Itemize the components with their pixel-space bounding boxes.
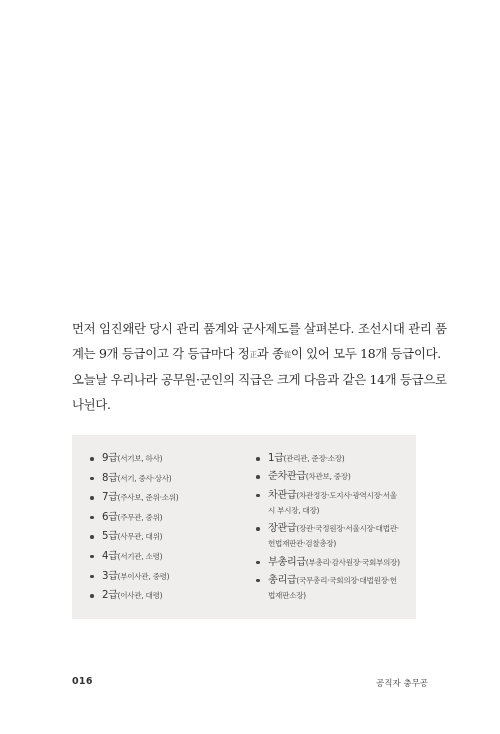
- grade-name: 9급: [102, 453, 118, 464]
- grade-item: [254, 555, 406, 570]
- grade-name: 총리급: [268, 574, 297, 586]
- grade-name: 4급: [102, 550, 118, 562]
- grade-list-box: [72, 435, 416, 619]
- grade-description: (부총리·감사원장·국회부의장): [305, 557, 400, 567]
- grade-item: [88, 490, 238, 505]
- bullet-icon: [256, 494, 260, 498]
- intro-line-2-e: 이 있어 모두 18개 등급이다.: [290, 346, 441, 361]
- grade-list-right: [254, 451, 406, 606]
- grade-name: 7급: [102, 492, 118, 504]
- grade-item: [254, 488, 406, 518]
- intro-paragraph: [72, 316, 447, 417]
- grade-item: [88, 588, 238, 603]
- bullet-icon: [90, 516, 94, 520]
- bullet-icon: [90, 555, 94, 559]
- grade-description: (관리관, 준장·소장): [283, 454, 345, 463]
- grade-name: 차관급: [268, 489, 297, 501]
- bullet-icon: [256, 475, 260, 479]
- page-number: 016: [72, 676, 93, 687]
- grade-item: [88, 471, 238, 486]
- bullet-icon: [256, 579, 260, 583]
- grade-item: [88, 510, 238, 525]
- bullet-icon: [90, 457, 94, 461]
- grade-description: (국무총리·국회의장·대법원장·헌: [296, 575, 397, 585]
- grade-description: (주무관, 중위): [117, 512, 163, 522]
- grade-item: [254, 573, 406, 603]
- grade-item: [254, 469, 406, 484]
- intro-line-3: 오늘날 우리나라 공무원·군인의 직급은 크게 다음과 같은 14개 등급으로: [72, 372, 447, 387]
- grade-description: (서기보, 하사): [117, 454, 163, 463]
- grade-name: 준차관급: [268, 471, 306, 483]
- grade-list-left: [88, 451, 238, 608]
- grade-description: (차관정장·도지사·광역시장·서울: [296, 490, 397, 500]
- intro-line-1: 먼저 임진왜란 당시 관리 품계와 군사제도를 살펴본다. 조선시대 관리 품: [72, 321, 447, 336]
- grade-name: 5급: [102, 531, 118, 543]
- bullet-icon: [90, 594, 94, 598]
- grade-description: (장관·국정원장·서울시장·대법관·: [296, 524, 399, 534]
- grade-item: [88, 529, 238, 544]
- intro-line-2: [72, 341, 441, 367]
- grade-item: [254, 521, 406, 551]
- grade-name: 6급: [102, 511, 118, 523]
- intro-line-2-c: 과 종: [256, 346, 284, 361]
- grade-name: 1급: [268, 453, 284, 464]
- grade-description-cont: 헌법재판관·검찰총장): [268, 539, 337, 549]
- grade-description-cont: 법재판소장): [268, 590, 306, 600]
- intro-line-4: 나뉜다.: [72, 397, 111, 412]
- grade-description: (이사관, 대령): [117, 591, 163, 601]
- grade-description-cont: 시 부시장, 대장): [268, 505, 320, 515]
- grade-name: 장관급: [268, 523, 297, 535]
- grade-description: (차관보, 중장): [305, 472, 351, 482]
- bullet-icon: [256, 457, 260, 461]
- grade-description: (서기관, 소령): [117, 551, 163, 561]
- grade-item: [88, 549, 238, 564]
- grade-item: [254, 451, 406, 466]
- bullet-icon: [90, 575, 94, 579]
- grade-name: 3급: [102, 570, 118, 582]
- grade-name: 2급: [102, 590, 118, 602]
- grade-item: [88, 451, 238, 466]
- grade-description: (사무관, 대위): [117, 532, 163, 542]
- grade-description: (서기, 중사·상사): [117, 473, 172, 483]
- hanja-jeong: 正: [249, 350, 257, 359]
- grade-description: (주사보, 준위·소위): [117, 493, 179, 503]
- grade-name: 8급: [102, 472, 118, 484]
- grade-name: 부총리급: [268, 556, 306, 568]
- bullet-icon: [256, 561, 260, 565]
- book-title: 공직자 충무공: [376, 679, 428, 689]
- grade-description: (부이사관, 중령): [117, 571, 170, 581]
- bullet-icon: [256, 527, 260, 531]
- intro-line-2-a: 계는 9개 등급이고 각 등급마다 정: [72, 346, 250, 361]
- hanja-jong: 從: [283, 350, 291, 359]
- grade-item: [88, 569, 238, 584]
- bullet-icon: [90, 496, 94, 500]
- bullet-icon: [90, 535, 94, 539]
- bullet-icon: [90, 477, 94, 481]
